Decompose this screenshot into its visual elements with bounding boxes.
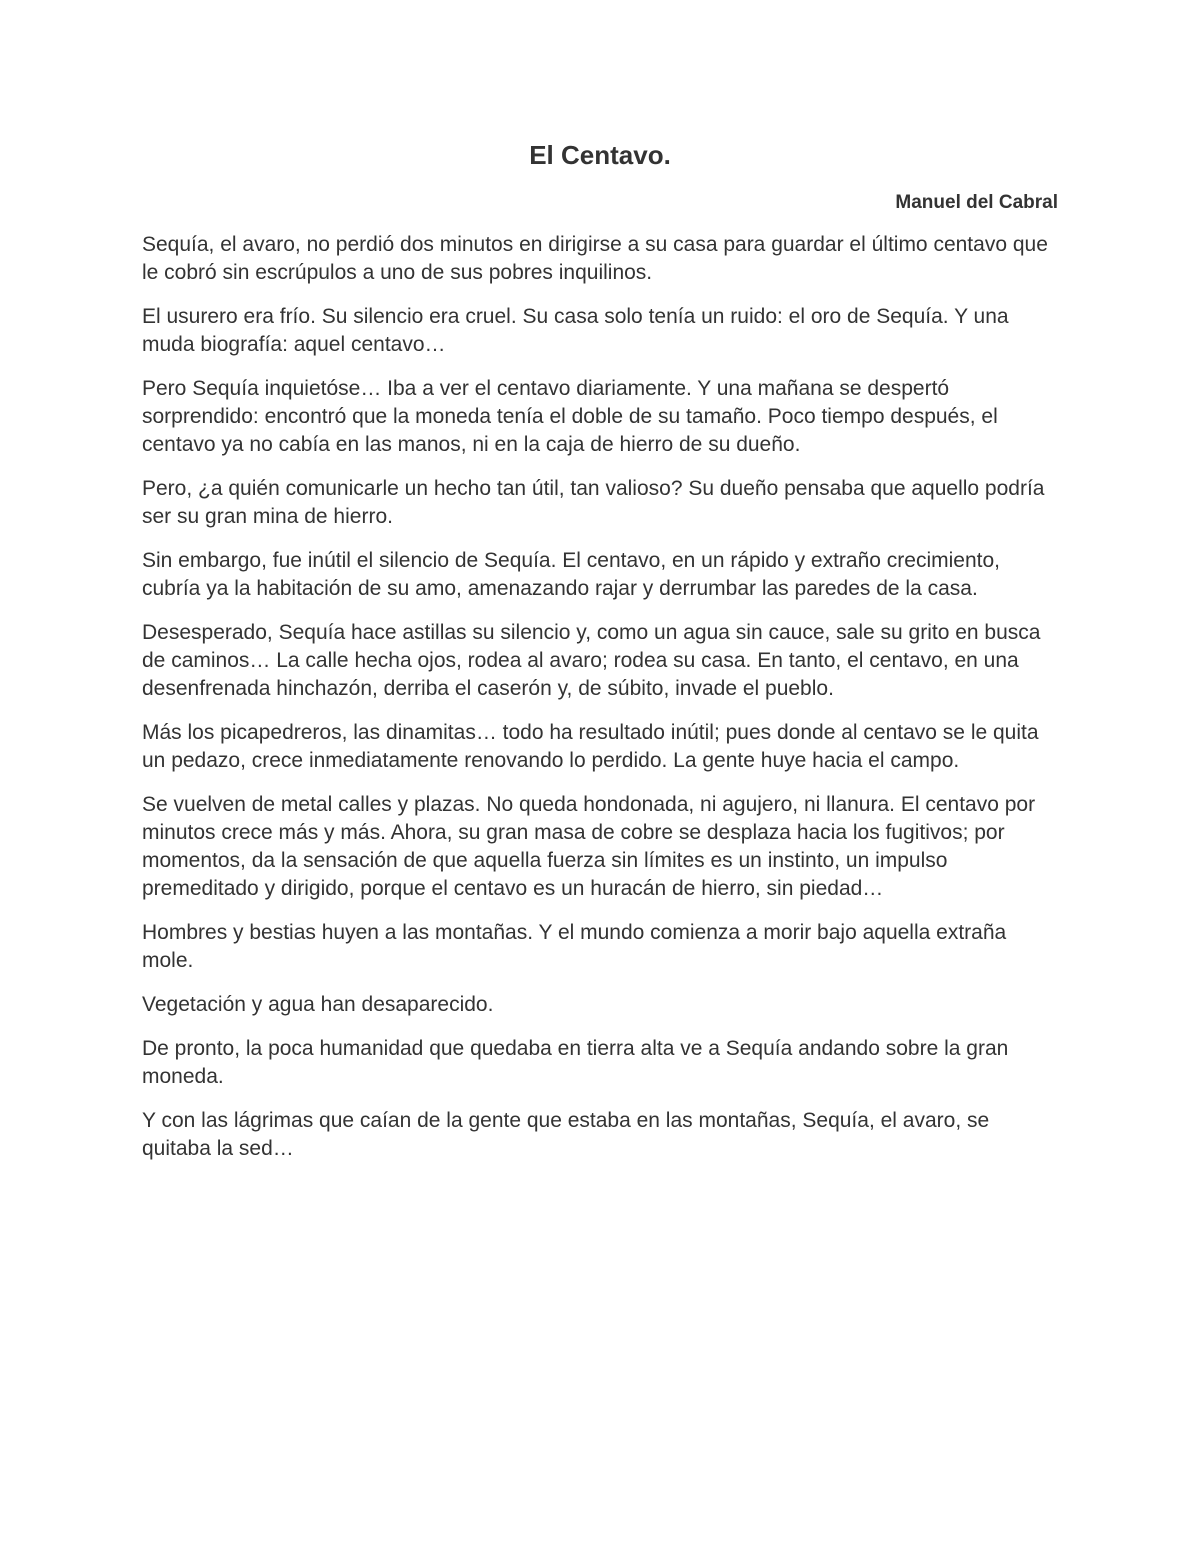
paragraph: Y con las lágrimas que caían de la gente que estaba en las montañas, Sequía, el avaro, se quitaba la sed… [142, 1109, 990, 1160]
paragraph: Pero Sequía inquietóse… Iba a ver el centavo diariamente. Y una mañana se despertó sorprendido: encontró que la moneda tenía el doble de su tamaño. Poco tiempo después, el centavo ya no cabía en las manos, ni en la caja de hierro de su dueño. [142, 377, 998, 456]
paragraph: Pero, ¿a quién comunicarle un hecho tan útil, tan valioso? Su dueño pensaba que aquello podría ser su gran mina de hierro. [142, 477, 1045, 528]
paragraph: Hombres y bestias huyen a las montañas. Y el mundo comienza a morir bajo aquella extraña mole. [142, 921, 1007, 972]
paragraph: Vegetación y agua han desaparecido. [142, 993, 494, 1016]
paragraph: De pronto, la poca humanidad que quedaba en tierra alta ve a Sequía andando sobre la gran moneda. [142, 1037, 1009, 1088]
paragraph: Más los picapedreros, las dinamitas… todo ha resultado inútil; pues donde al centavo se le quita un pedazo, crece inmediatamente renovando lo perdido. La gente huye hacia el campo. [142, 721, 1039, 772]
paragraph: Desesperado, Sequía hace astillas su silencio y, como un agua sin cauce, sale su grito en busca de caminos… La calle hecha ojos, rodea al avaro; rodea su casa. En tanto, el centavo, en una desenfrenada hinchazón, derriba el caserón y, de súbito, invade el pueblo. [142, 621, 1041, 700]
paragraph: Sequía, el avaro, no perdió dos minutos en dirigirse a su casa para guardar el último centavo que le cobró sin escrúpulos a uno de sus pobres inquilinos. [142, 233, 1048, 284]
paragraph: Se vuelven de metal calles y plazas. No queda hondonada, ni agujero, ni llanura. El centavo por minutos crece más y más. Ahora, su gran masa de cobre se desplaza hacia los fugitivos; por momentos, da la sensación de que aquella fuerza sin límites es un instinto, un impulso premeditado y dirigido, porque el centavo es un huracán de hierro, sin piedad… [142, 793, 1036, 900]
document-body [142, 231, 1062, 1179]
document-title: El Centavo. [529, 140, 671, 170]
document-author: Manuel del Cabral [895, 192, 1058, 213]
paragraph: Sin embargo, fue inútil el silencio de Sequía. El centavo, en un rápido y extraño crecimiento, cubría ya la habitación de su amo, amenazando rajar y derrumbar las paredes de la casa. [142, 549, 1000, 600]
paragraph: El usurero era frío. Su silencio era cruel. Su casa solo tenía un ruido: el oro de Sequía. Y una muda biografía: aquel centavo… [142, 305, 1009, 356]
